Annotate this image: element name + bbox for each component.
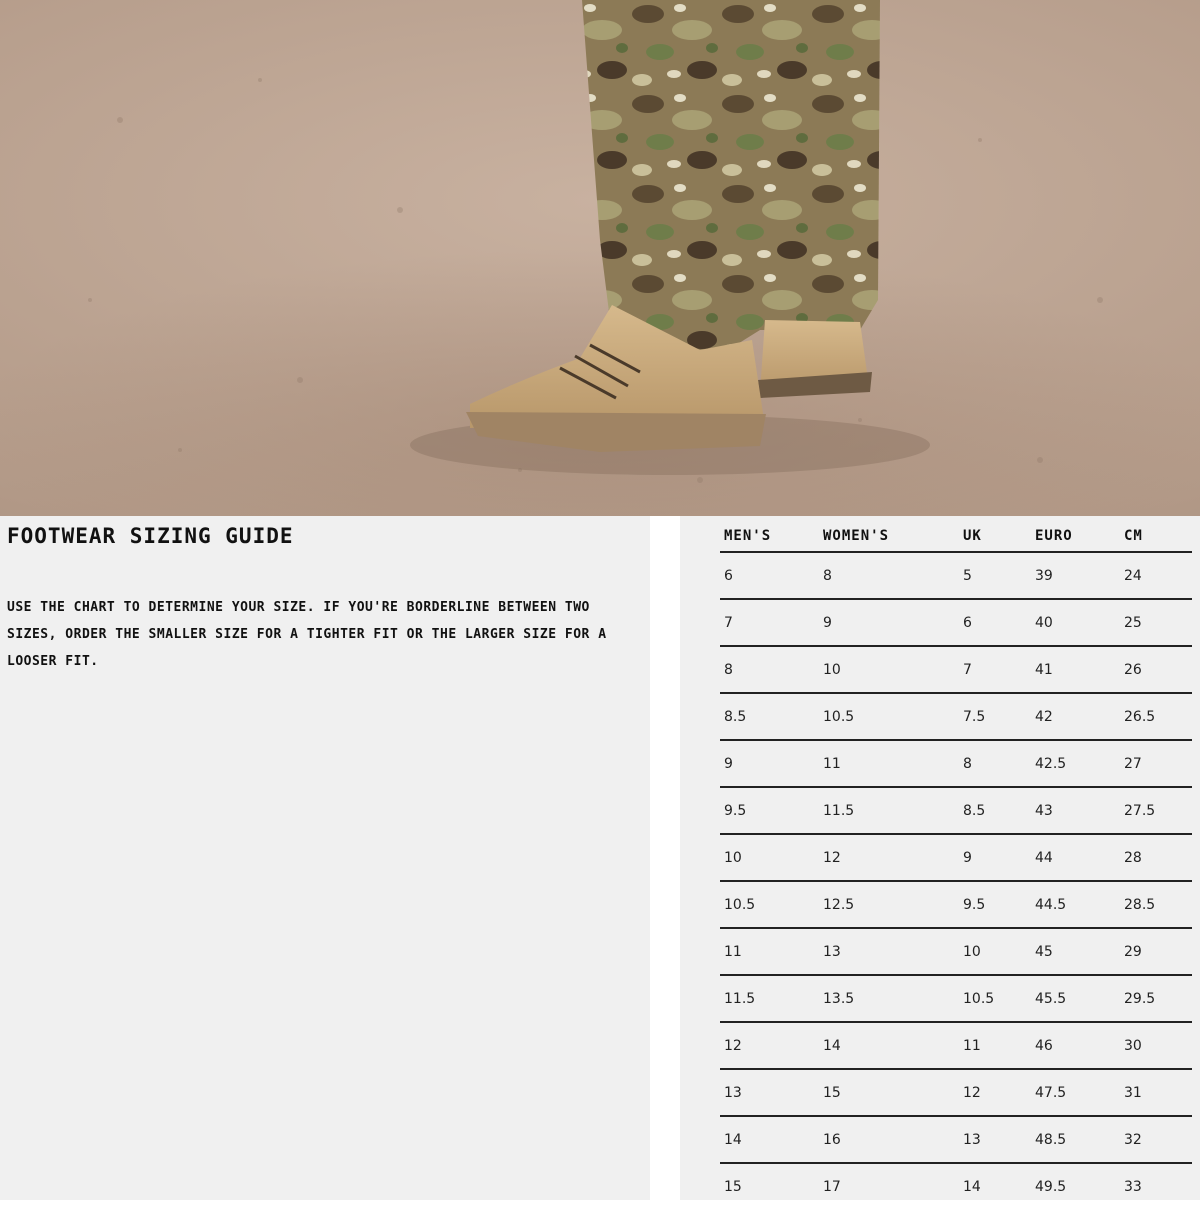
boots-photo-icon: [0, 0, 1200, 516]
cell-uk: 14: [963, 1178, 981, 1195]
cell-mens: 10: [720, 834, 819, 881]
guide-title: FOOTWEAR SIZING GUIDE: [7, 524, 294, 548]
cell-womens: 15: [819, 1069, 959, 1116]
cell-uk: 10.5: [959, 975, 1031, 1022]
cell-uk: 11: [959, 1022, 1031, 1069]
cell-euro: 40: [1031, 599, 1120, 646]
cell-euro: 42.5: [1031, 740, 1120, 787]
cell-uk: 8.5: [959, 787, 1031, 834]
cell-uk: 9: [959, 834, 1031, 881]
cell-euro: 49.5: [1035, 1178, 1067, 1195]
cell-mens: 8.5: [720, 693, 819, 740]
cell-euro: 45: [1031, 928, 1120, 975]
cell-cm: 27: [1120, 740, 1192, 787]
cell-euro: 41: [1031, 646, 1120, 693]
header-cm: CM: [1120, 521, 1192, 552]
cell-womens: 9: [819, 599, 959, 646]
cell-cm: 29.5: [1120, 975, 1192, 1022]
cell-euro: 44.5: [1031, 881, 1120, 928]
cell-uk: 8: [959, 740, 1031, 787]
cell-cm: 31: [1120, 1069, 1192, 1116]
cell-euro: 48.5: [1031, 1116, 1120, 1163]
cell-mens: 8: [720, 646, 819, 693]
table-row: [720, 928, 1192, 975]
cell-uk: 9.5: [959, 881, 1031, 928]
cell-euro: 39: [1031, 552, 1120, 599]
hero-photo: [0, 0, 1200, 516]
cell-womens: 13.5: [819, 975, 959, 1022]
table-row: [720, 881, 1192, 928]
cell-womens: 17: [823, 1178, 841, 1195]
table-header-row: [720, 521, 1192, 552]
cell-cm: 29: [1120, 928, 1192, 975]
cell-mens: 11: [720, 928, 819, 975]
cell-euro: 44: [1031, 834, 1120, 881]
header-mens: MEN'S: [720, 521, 819, 552]
table-row: [720, 599, 1192, 646]
table-row: [720, 1069, 1192, 1116]
cell-mens: 13: [720, 1069, 819, 1116]
cell-euro: 46: [1031, 1022, 1120, 1069]
cell-womens: 14: [819, 1022, 959, 1069]
cell-euro: 42: [1031, 693, 1120, 740]
table-row: [720, 646, 1192, 693]
table-row: [720, 693, 1192, 740]
table-row: [720, 552, 1192, 599]
header-uk: UK: [959, 521, 1031, 552]
cell-mens: 9.5: [720, 787, 819, 834]
cell-womens: 11.5: [819, 787, 959, 834]
table-row: [720, 1163, 1192, 1209]
cell-mens: 9: [720, 740, 819, 787]
cell-uk: 6: [959, 599, 1031, 646]
cell-mens: 10.5: [720, 881, 819, 928]
table-row: [720, 1116, 1192, 1163]
cell-cm: 25: [1120, 599, 1192, 646]
cell-womens: 10.5: [819, 693, 959, 740]
cell-uk: 10: [959, 928, 1031, 975]
cell-euro: 47.5: [1031, 1069, 1120, 1116]
size-chart-table: [720, 521, 1192, 1209]
cell-uk: 5: [959, 552, 1031, 599]
cell-euro: 43: [1031, 787, 1120, 834]
cell-cm: 30: [1120, 1022, 1192, 1069]
table-row: [720, 740, 1192, 787]
cell-cm: 28.5: [1120, 881, 1192, 928]
cell-cm: 28: [1120, 834, 1192, 881]
table-row: [720, 975, 1192, 1022]
cell-uk: 13: [959, 1116, 1031, 1163]
guide-description: USE THE CHART TO DETERMINE YOUR SIZE. IF YOU'RE BORDERLINE BETWEEN TWO SIZES, ORDER THE SMALLER SIZE FOR A TIGHTER FIT OR THE LARGER SIZE FOR A LOOSER FIT.: [7, 600, 607, 669]
cell-cm: 33: [1124, 1178, 1142, 1195]
cell-cm: 24: [1120, 552, 1192, 599]
cell-mens: 12: [720, 1022, 819, 1069]
guide-panel: [0, 516, 650, 1200]
cell-womens: 8: [819, 552, 959, 599]
cell-womens: 11: [819, 740, 959, 787]
table-row: [720, 787, 1192, 834]
cell-uk: 7.5: [959, 693, 1031, 740]
cell-mens: 7: [720, 599, 819, 646]
cell-cm: 26.5: [1120, 693, 1192, 740]
sizing-section: [0, 516, 1200, 1200]
cell-cm: 32: [1120, 1116, 1192, 1163]
header-womens: WOMEN'S: [819, 521, 959, 552]
cell-womens: 13: [819, 928, 959, 975]
cell-mens: 6: [720, 552, 819, 599]
cell-womens: 12.5: [819, 881, 959, 928]
cell-womens: 12: [819, 834, 959, 881]
header-euro: EURO: [1031, 521, 1120, 552]
table-row: [720, 1022, 1192, 1069]
cell-mens: 15: [724, 1178, 742, 1195]
cell-cm: 26: [1120, 646, 1192, 693]
cell-cm: 27.5: [1120, 787, 1192, 834]
cell-uk: 7: [959, 646, 1031, 693]
cell-womens: 10: [819, 646, 959, 693]
cell-uk: 12: [959, 1069, 1031, 1116]
cell-mens: 11.5: [720, 975, 819, 1022]
cell-euro: 45.5: [1031, 975, 1120, 1022]
cell-mens: 14: [720, 1116, 819, 1163]
table-row: [720, 834, 1192, 881]
cell-womens: 16: [819, 1116, 959, 1163]
